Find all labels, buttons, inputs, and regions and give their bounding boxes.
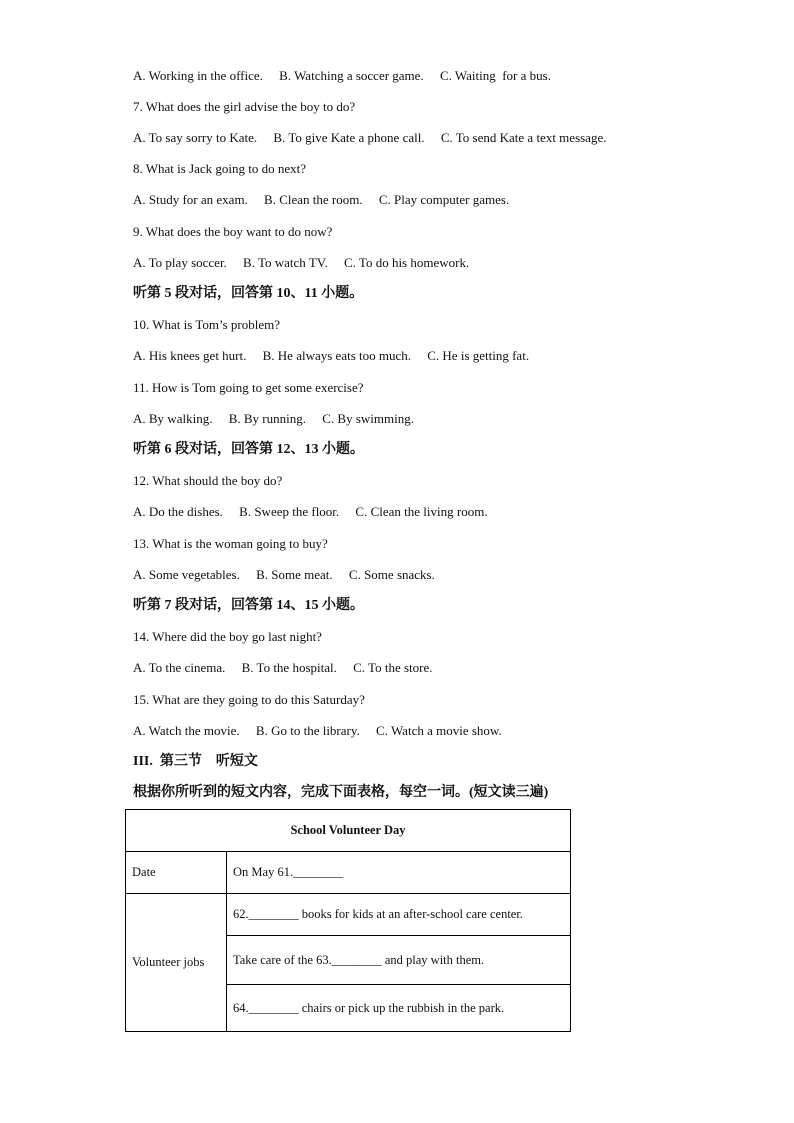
table-title: School Volunteer Day [126, 810, 571, 852]
line-q7: 7. What does the girl advise the boy to do? [133, 99, 356, 114]
line-q15-options: A. Watch the movie. B. Go to the library. C. Watch a movie show. [133, 723, 502, 738]
table-title-row [126, 810, 571, 852]
job-item: 62.________ books for kids at an after-school care center. [227, 894, 571, 936]
section-6-heading: 听第 6 段对话，回答第 12、13 小题。 [133, 442, 364, 457]
jobs-label: Volunteer jobs [126, 894, 227, 1032]
line-q15: 15. What are they going to do this Saturday? [133, 692, 365, 707]
line-q11: 11. How is Tom going to get some exercise? [133, 380, 364, 395]
line-q6-options: A. Working in the office. B. Watching a soccer game. C. Waiting for a bus. [133, 68, 551, 83]
volunteer-day-table [125, 809, 571, 1032]
line-q9: 9. What does the boy want to do now? [133, 224, 333, 239]
date-label: Date [126, 852, 227, 894]
line-q13-options: A. Some vegetables. B. Some meat. C. Some snacks. [133, 567, 435, 582]
line-q14: 14. Where did the boy go last night? [133, 629, 322, 644]
job-item: 64.________ chairs or pick up the rubbish in the park. [227, 985, 571, 1032]
section-5-heading: 听第 5 段对话，回答第 10、11 小题。 [133, 286, 364, 301]
line-q8: 8. What is Jack going to do next? [133, 161, 307, 176]
line-q9-options: A. To play soccer. B. To watch TV. C. To do his homework. [133, 255, 470, 270]
table-row [126, 852, 571, 894]
line-q12: 12. What should the boy do? [133, 473, 283, 488]
part-three-instructions: 根据你所听到的短文内容，完成下面表格，每空一词。(短文读三遍) [133, 785, 549, 800]
line-q7-options: A. To say sorry to Kate. B. To give Kate a phone call. C. To send Kate a text message. [133, 130, 607, 145]
line-q10: 10. What is Tom’s problem? [133, 317, 281, 332]
line-q14-options: A. To the cinema. B. To the hospital. C. To the store. [133, 660, 433, 675]
part-three-heading: III. 第三节 听短文 [133, 754, 258, 769]
line-q8-options: A. Study for an exam. B. Clean the room. C. Play computer games. [133, 192, 510, 207]
date-value: On May 61.________ [227, 852, 571, 894]
line-q11-options: A. By walking. B. By running. C. By swimming. [133, 411, 414, 426]
section-7-heading: 听第 7 段对话，回答第 14、15 小题。 [133, 598, 364, 613]
line-q10-options: A. His knees get hurt. B. He always eats too much. C. He is getting fat. [133, 348, 530, 363]
line-q13: 13. What is the woman going to buy? [133, 536, 328, 551]
job-item: Take care of the 63.________ and play with them. [227, 936, 571, 985]
table-row [126, 894, 571, 936]
line-q12-options: A. Do the dishes. B. Sweep the floor. C. Clean the living room. [133, 504, 488, 519]
